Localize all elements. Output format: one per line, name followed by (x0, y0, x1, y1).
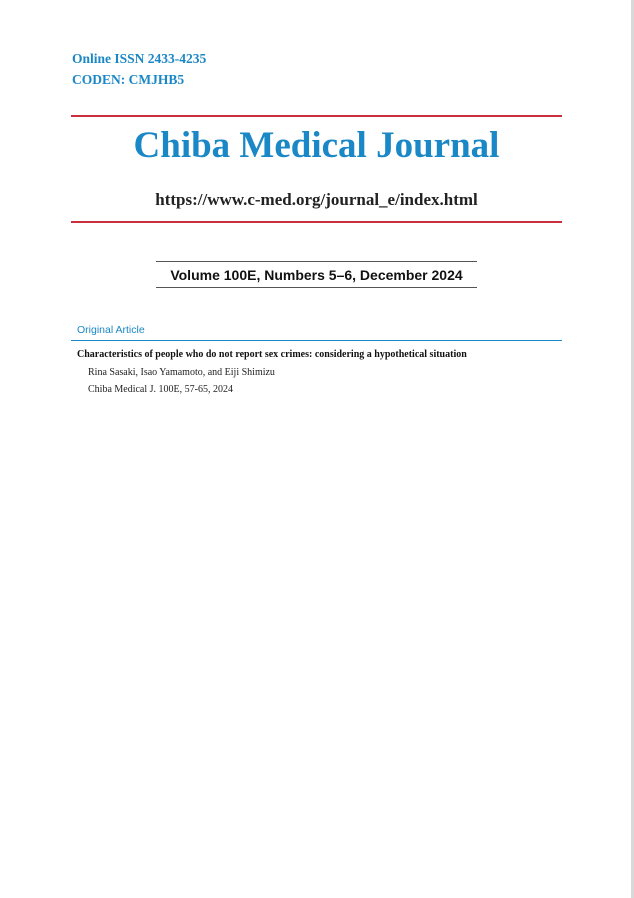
online-issn: Online ISSN 2433-4235 (72, 51, 207, 66)
article-citation: Chiba Medical J. 100E, 57-65, 2024 (88, 384, 233, 395)
section-label: Original Article (77, 324, 145, 336)
journal-title: Chiba Medical Journal (133, 125, 500, 166)
title-rule-bottom (71, 221, 562, 223)
volume-info: Volume 100E, Numbers 5–6, December 2024 (156, 261, 477, 288)
title-rule-top (71, 115, 562, 117)
coden: CODEN: CMJHB5 (72, 72, 185, 87)
article-entry (77, 348, 557, 398)
journal-url[interactable]: https://www.c-med.org/journal_e/index.html (155, 190, 478, 209)
article-title[interactable]: Characteristics of people who do not report sex crimes: considering a hypothetical situation (77, 349, 467, 360)
section-header (71, 323, 562, 341)
article-authors: Rina Sasaki, Isao Yamamoto, and Eiji Shimizu (88, 367, 275, 378)
